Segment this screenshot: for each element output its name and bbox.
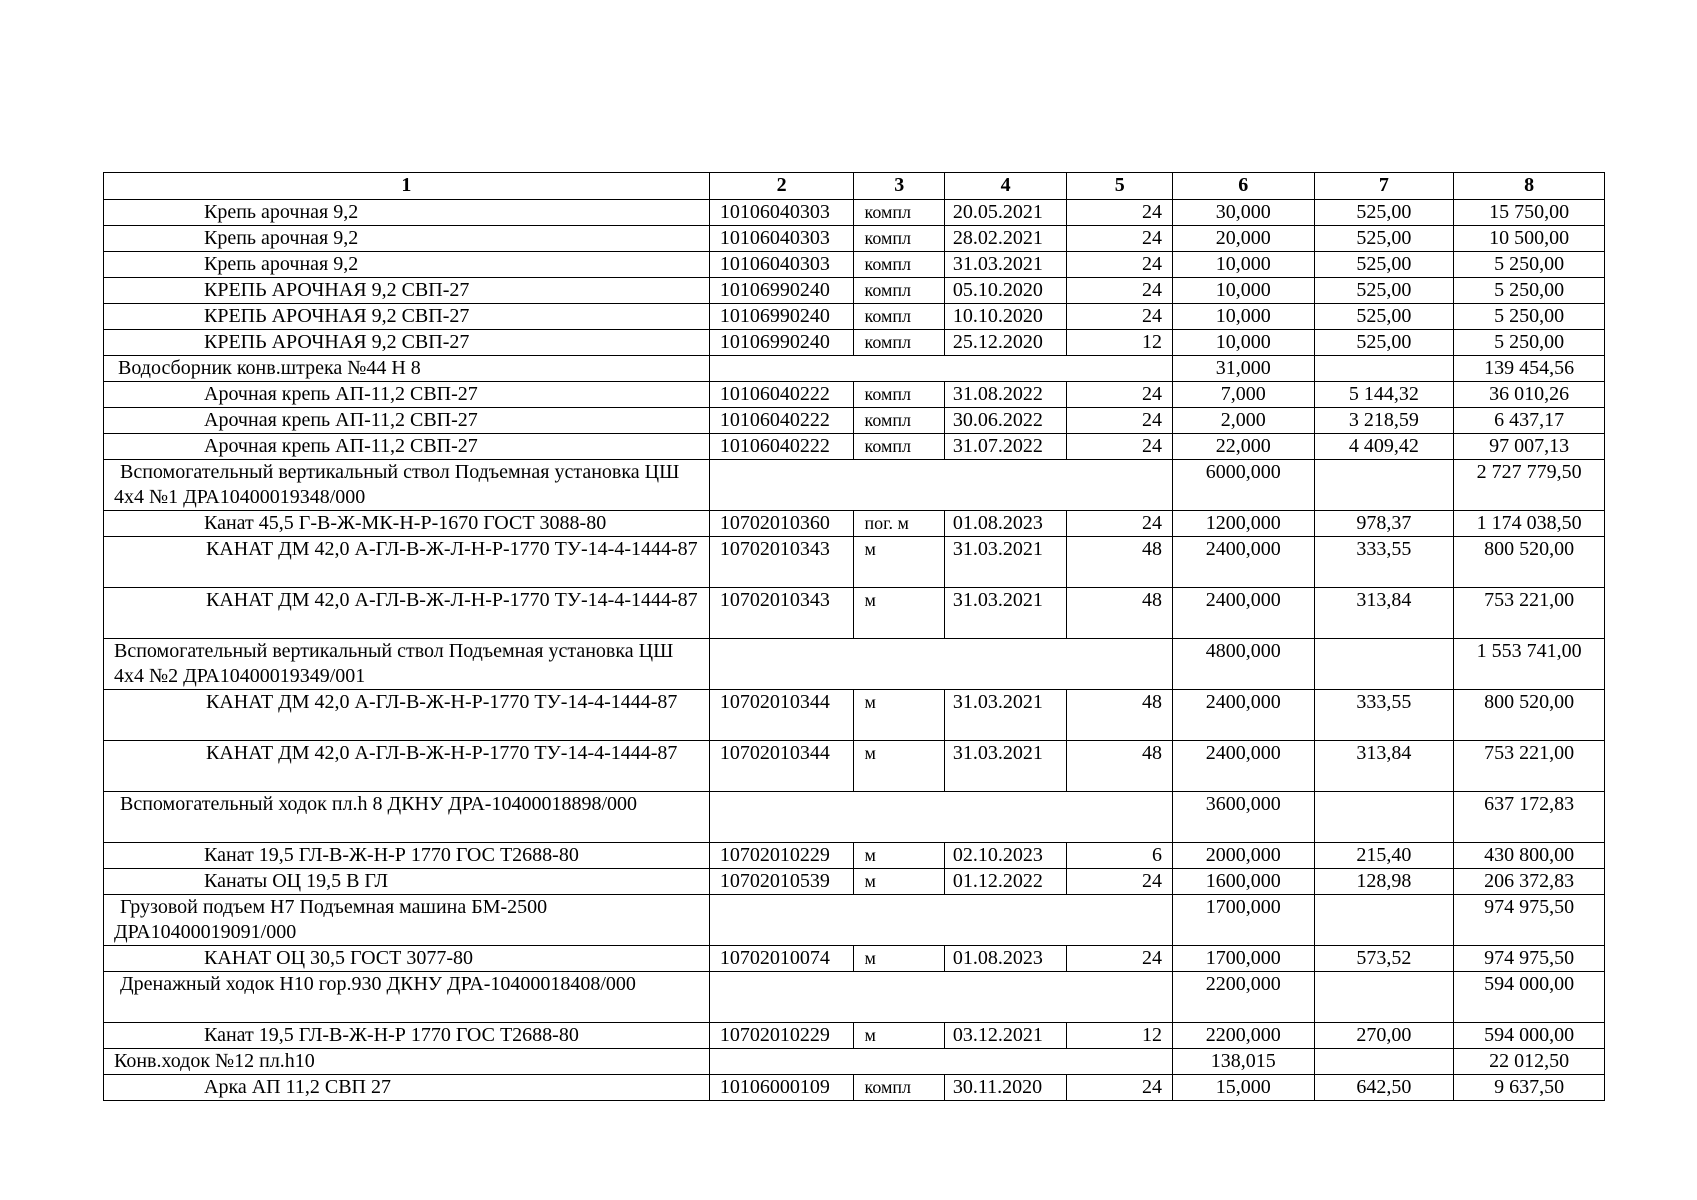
sum-cell: 5 250,00	[1454, 304, 1605, 330]
date-cell: 01.08.2023	[944, 511, 1067, 537]
sum-cell: 974 975,50	[1454, 946, 1605, 972]
item-name: КАНАТ ДМ 42,0 А-ГЛ-В-Ж-Л-Н-Р-1770 ТУ-14-4-1444-87	[206, 589, 698, 611]
sum-cell: 97 007,13	[1454, 434, 1605, 460]
sum-cell: 594 000,00	[1454, 1023, 1605, 1049]
merged-empty-cell	[709, 1049, 1172, 1075]
name-cell	[104, 252, 710, 278]
name-cell	[104, 1075, 710, 1101]
name-cell	[104, 1023, 710, 1049]
sum-cell: 1 174 038,50	[1454, 511, 1605, 537]
date-cell: 05.10.2020	[944, 278, 1067, 304]
name-cell	[104, 895, 710, 946]
date-cell: 31.03.2021	[944, 690, 1067, 741]
date-cell: 30.06.2022	[944, 408, 1067, 434]
quantity-cell: 10,000	[1172, 278, 1314, 304]
group-row	[104, 460, 1605, 511]
item-name: Арочная крепь АП-11,2 СВП-27	[204, 383, 478, 405]
name-cell	[104, 226, 710, 252]
name-cell	[104, 972, 710, 1023]
item-name: КАНАТ ДМ 42,0 А-ГЛ-В-Ж-Н-Р-1770 ТУ-14-4-1444-87	[206, 742, 678, 764]
code-cell: 10106040303	[709, 226, 854, 252]
quantity-cell: 30,000	[1172, 200, 1314, 226]
code-cell: 10106040222	[709, 434, 854, 460]
unit-cell: компл	[854, 330, 944, 356]
unit-cell: компл	[854, 408, 944, 434]
name-cell	[104, 434, 710, 460]
code-cell: 10106040303	[709, 200, 854, 226]
quantity-cell: 2200,000	[1172, 972, 1314, 1023]
date-cell: 31.03.2021	[944, 588, 1067, 639]
code-cell: 10702010343	[709, 537, 854, 588]
quantity-cell: 2200,000	[1172, 1023, 1314, 1049]
sum-cell: 10 500,00	[1454, 226, 1605, 252]
price-cell: 525,00	[1314, 330, 1454, 356]
price-cell	[1314, 356, 1454, 382]
item-name: Крепь арочная 9,2	[204, 253, 359, 275]
group-row	[104, 895, 1605, 946]
name-cell	[104, 511, 710, 537]
date-cell: 30.11.2020	[944, 1075, 1067, 1101]
table-row	[104, 843, 1605, 869]
unit-cell: компл	[854, 1075, 944, 1101]
price-cell	[1314, 972, 1454, 1023]
quantity-cell: 22,000	[1172, 434, 1314, 460]
months-cell: 24	[1067, 408, 1172, 434]
item-name: КАНАТ ДМ 42,0 А-ГЛ-В-Ж-Л-Н-Р-1770 ТУ-14-4-1444-87	[206, 538, 698, 560]
group-row	[104, 1049, 1605, 1075]
name-cell	[104, 278, 710, 304]
price-cell	[1314, 460, 1454, 511]
quantity-cell: 20,000	[1172, 226, 1314, 252]
data-table	[103, 172, 1605, 1101]
name-cell	[104, 537, 710, 588]
code-cell: 10106990240	[709, 278, 854, 304]
item-name: Канат 19,5 ГЛ-В-Ж-Н-Р 1770 ГОС Т2688-80	[204, 844, 579, 866]
unit-cell: компл	[854, 434, 944, 460]
months-cell: 24	[1067, 434, 1172, 460]
sum-cell: 206 372,83	[1454, 869, 1605, 895]
price-cell: 642,50	[1314, 1075, 1454, 1101]
price-cell: 313,84	[1314, 741, 1454, 792]
code-cell: 10106000109	[709, 1075, 854, 1101]
sum-cell: 753 221,00	[1454, 741, 1605, 792]
code-cell: 10106040222	[709, 382, 854, 408]
code-cell: 10702010360	[709, 511, 854, 537]
months-cell: 24	[1067, 511, 1172, 537]
sum-cell: 753 221,00	[1454, 588, 1605, 639]
price-cell: 3 218,59	[1314, 408, 1454, 434]
quantity-cell: 138,015	[1172, 1049, 1314, 1075]
unit-cell: м	[854, 588, 944, 639]
table-row	[104, 588, 1605, 639]
sum-cell: 2 727 779,50	[1454, 460, 1605, 511]
table-row	[104, 946, 1605, 972]
merged-empty-cell	[709, 460, 1172, 511]
sum-cell: 5 250,00	[1454, 330, 1605, 356]
group-name: Конв.ходок №12 пл.h10	[114, 1050, 315, 1072]
group-name: Вспомогательный ходок пл.h 8 ДКНУ ДРА-10400018898/000	[120, 793, 638, 815]
price-cell: 525,00	[1314, 252, 1454, 278]
item-name: КАНАТ ДМ 42,0 А-ГЛ-В-Ж-Н-Р-1770 ТУ-14-4-1444-87	[206, 691, 678, 713]
date-cell: 01.08.2023	[944, 946, 1067, 972]
months-cell: 12	[1067, 1023, 1172, 1049]
months-cell: 24	[1067, 869, 1172, 895]
unit-cell: компл	[854, 252, 944, 278]
name-cell	[104, 460, 710, 511]
item-name: Канат 45,5 Г-В-Ж-МК-Н-Р-1670 ГОСТ 3088-80	[204, 512, 607, 534]
quantity-cell: 2,000	[1172, 408, 1314, 434]
code-cell: 10702010229	[709, 1023, 854, 1049]
name-cell	[104, 1049, 710, 1075]
unit-cell: м	[854, 537, 944, 588]
quantity-cell: 4800,000	[1172, 639, 1314, 690]
table-body	[104, 200, 1605, 1101]
sum-cell: 974 975,50	[1454, 895, 1605, 946]
code-cell: 10106040303	[709, 252, 854, 278]
months-cell: 24	[1067, 252, 1172, 278]
group-row	[104, 792, 1605, 843]
name-cell	[104, 304, 710, 330]
merged-empty-cell	[709, 972, 1172, 1023]
months-cell: 12	[1067, 330, 1172, 356]
group-name: Вспомогательный вертикальный ствол Подъемная установка ЦШ 4х4 №2 ДРА10400019349/001	[114, 640, 674, 687]
code-cell: 10106990240	[709, 304, 854, 330]
item-name: Арочная крепь АП-11,2 СВП-27	[204, 435, 478, 457]
name-cell	[104, 588, 710, 639]
merged-empty-cell	[709, 895, 1172, 946]
group-name: Дренажный ходок Н10 гор.930 ДКНУ ДРА-10400018408/000	[120, 973, 636, 995]
group-row	[104, 356, 1605, 382]
merged-empty-cell	[709, 792, 1172, 843]
item-name: Канат 19,5 ГЛ-В-Ж-Н-Р 1770 ГОС Т2688-80	[204, 1024, 579, 1046]
date-cell: 20.05.2021	[944, 200, 1067, 226]
price-cell: 5 144,32	[1314, 382, 1454, 408]
item-name: КРЕПЬ АРОЧНАЯ 9,2 СВП-27	[204, 331, 470, 353]
unit-cell: компл	[854, 278, 944, 304]
table-row	[104, 434, 1605, 460]
name-cell	[104, 639, 710, 690]
months-cell: 48	[1067, 537, 1172, 588]
item-name: Канаты ОЦ 19,5 В ГЛ	[204, 870, 389, 892]
table-row	[104, 226, 1605, 252]
sum-cell: 15 750,00	[1454, 200, 1605, 226]
price-cell: 525,00	[1314, 200, 1454, 226]
code-cell: 10702010344	[709, 690, 854, 741]
price-cell: 128,98	[1314, 869, 1454, 895]
table-row	[104, 408, 1605, 434]
months-cell: 6	[1067, 843, 1172, 869]
months-cell: 24	[1067, 382, 1172, 408]
name-cell	[104, 200, 710, 226]
quantity-cell: 1600,000	[1172, 869, 1314, 895]
date-cell: 25.12.2020	[944, 330, 1067, 356]
column-header-3: 3	[854, 173, 944, 200]
unit-cell: компл	[854, 226, 944, 252]
quantity-cell: 7,000	[1172, 382, 1314, 408]
table-row	[104, 741, 1605, 792]
column-header-2: 2	[709, 173, 854, 200]
date-cell: 03.12.2021	[944, 1023, 1067, 1049]
item-name: КРЕПЬ АРОЧНАЯ 9,2 СВП-27	[204, 279, 470, 301]
header-row	[104, 173, 1605, 200]
quantity-cell: 1200,000	[1172, 511, 1314, 537]
table-row	[104, 1023, 1605, 1049]
table-row	[104, 869, 1605, 895]
sum-cell: 22 012,50	[1454, 1049, 1605, 1075]
unit-cell: компл	[854, 200, 944, 226]
name-cell	[104, 946, 710, 972]
date-cell: 31.08.2022	[944, 382, 1067, 408]
sum-cell: 6 437,17	[1454, 408, 1605, 434]
price-cell	[1314, 895, 1454, 946]
name-cell	[104, 741, 710, 792]
group-name: Вспомогательный вертикальный ствол Подъемная установка ЦШ 4х4 №1 ДРА10400019348/000	[114, 461, 680, 508]
months-cell: 48	[1067, 741, 1172, 792]
price-cell: 270,00	[1314, 1023, 1454, 1049]
group-row	[104, 639, 1605, 690]
quantity-cell: 10,000	[1172, 252, 1314, 278]
date-cell: 02.10.2023	[944, 843, 1067, 869]
date-cell: 10.10.2020	[944, 304, 1067, 330]
quantity-cell: 3600,000	[1172, 792, 1314, 843]
name-cell	[104, 690, 710, 741]
code-cell: 10702010343	[709, 588, 854, 639]
group-name: Грузовой подъем Н7 Подъемная машина БМ-2500 ДРА10400019091/000	[114, 896, 548, 943]
months-cell: 24	[1067, 200, 1172, 226]
quantity-cell: 1700,000	[1172, 946, 1314, 972]
code-cell: 10702010344	[709, 741, 854, 792]
table-row	[104, 1075, 1605, 1101]
column-header-8: 8	[1454, 173, 1605, 200]
name-cell	[104, 356, 710, 382]
price-cell: 333,55	[1314, 690, 1454, 741]
months-cell: 24	[1067, 278, 1172, 304]
unit-cell: м	[854, 1023, 944, 1049]
months-cell: 24	[1067, 226, 1172, 252]
months-cell: 24	[1067, 1075, 1172, 1101]
price-cell: 525,00	[1314, 226, 1454, 252]
sum-cell: 5 250,00	[1454, 252, 1605, 278]
item-name: Крепь арочная 9,2	[204, 201, 359, 223]
table-row	[104, 537, 1605, 588]
code-cell: 10106040222	[709, 408, 854, 434]
sum-cell: 800 520,00	[1454, 690, 1605, 741]
price-cell	[1314, 792, 1454, 843]
unit-cell: пог. м	[854, 511, 944, 537]
name-cell	[104, 382, 710, 408]
sum-cell: 1 553 741,00	[1454, 639, 1605, 690]
sum-cell: 594 000,00	[1454, 972, 1605, 1023]
quantity-cell: 2400,000	[1172, 741, 1314, 792]
table-row	[104, 252, 1605, 278]
price-cell: 313,84	[1314, 588, 1454, 639]
price-cell: 333,55	[1314, 537, 1454, 588]
quantity-cell: 2400,000	[1172, 588, 1314, 639]
unit-cell: м	[854, 843, 944, 869]
sum-cell: 9 637,50	[1454, 1075, 1605, 1101]
sum-cell: 5 250,00	[1454, 278, 1605, 304]
price-cell: 525,00	[1314, 304, 1454, 330]
merged-empty-cell	[709, 639, 1172, 690]
price-cell	[1314, 639, 1454, 690]
price-cell: 4 409,42	[1314, 434, 1454, 460]
name-cell	[104, 330, 710, 356]
unit-cell: компл	[854, 304, 944, 330]
sum-cell: 139 454,56	[1454, 356, 1605, 382]
sum-cell: 637 172,83	[1454, 792, 1605, 843]
date-cell: 31.03.2021	[944, 741, 1067, 792]
sum-cell: 430 800,00	[1454, 843, 1605, 869]
price-cell: 573,52	[1314, 946, 1454, 972]
item-name: Арка АП 11,2 СВП 27	[204, 1076, 392, 1098]
price-cell: 215,40	[1314, 843, 1454, 869]
unit-cell: м	[854, 741, 944, 792]
unit-cell: м	[854, 869, 944, 895]
unit-cell: м	[854, 946, 944, 972]
table-row	[104, 304, 1605, 330]
table-row	[104, 690, 1605, 741]
price-cell	[1314, 1049, 1454, 1075]
column-header-6: 6	[1172, 173, 1314, 200]
price-cell: 525,00	[1314, 278, 1454, 304]
name-cell	[104, 792, 710, 843]
date-cell: 31.03.2021	[944, 252, 1067, 278]
quantity-cell: 10,000	[1172, 330, 1314, 356]
code-cell: 10702010229	[709, 843, 854, 869]
table-row	[104, 200, 1605, 226]
item-name: КАНАТ ОЦ 30,5 ГОСТ 3077-80	[204, 947, 473, 969]
sum-cell: 800 520,00	[1454, 537, 1605, 588]
name-cell	[104, 843, 710, 869]
code-cell: 10702010539	[709, 869, 854, 895]
item-name: КРЕПЬ АРОЧНАЯ 9,2 СВП-27	[204, 305, 470, 327]
name-cell	[104, 869, 710, 895]
item-name: Крепь арочная 9,2	[204, 227, 359, 249]
quantity-cell: 1700,000	[1172, 895, 1314, 946]
months-cell: 24	[1067, 304, 1172, 330]
quantity-cell: 31,000	[1172, 356, 1314, 382]
quantity-cell: 2400,000	[1172, 537, 1314, 588]
code-cell: 10106990240	[709, 330, 854, 356]
price-cell: 978,37	[1314, 511, 1454, 537]
column-header-1: 1	[104, 173, 710, 200]
date-cell: 28.02.2021	[944, 226, 1067, 252]
code-cell: 10702010074	[709, 946, 854, 972]
date-cell: 01.12.2022	[944, 869, 1067, 895]
quantity-cell: 2000,000	[1172, 843, 1314, 869]
date-cell: 31.07.2022	[944, 434, 1067, 460]
table-row	[104, 511, 1605, 537]
sum-cell: 36 010,26	[1454, 382, 1605, 408]
unit-cell: компл	[854, 382, 944, 408]
item-name: Арочная крепь АП-11,2 СВП-27	[204, 409, 478, 431]
quantity-cell: 2400,000	[1172, 690, 1314, 741]
table-row	[104, 330, 1605, 356]
column-header-4: 4	[944, 173, 1067, 200]
quantity-cell: 10,000	[1172, 304, 1314, 330]
date-cell: 31.03.2021	[944, 537, 1067, 588]
name-cell	[104, 408, 710, 434]
column-header-5: 5	[1067, 173, 1172, 200]
months-cell: 48	[1067, 588, 1172, 639]
table-row	[104, 278, 1605, 304]
table-row	[104, 382, 1605, 408]
column-header-7: 7	[1314, 173, 1454, 200]
quantity-cell: 15,000	[1172, 1075, 1314, 1101]
months-cell: 48	[1067, 690, 1172, 741]
merged-empty-cell	[709, 356, 1172, 382]
months-cell: 24	[1067, 946, 1172, 972]
group-name: Водосборник конв.штрека №44 Н 8	[118, 357, 421, 379]
group-row	[104, 972, 1605, 1023]
quantity-cell: 6000,000	[1172, 460, 1314, 511]
unit-cell: м	[854, 690, 944, 741]
